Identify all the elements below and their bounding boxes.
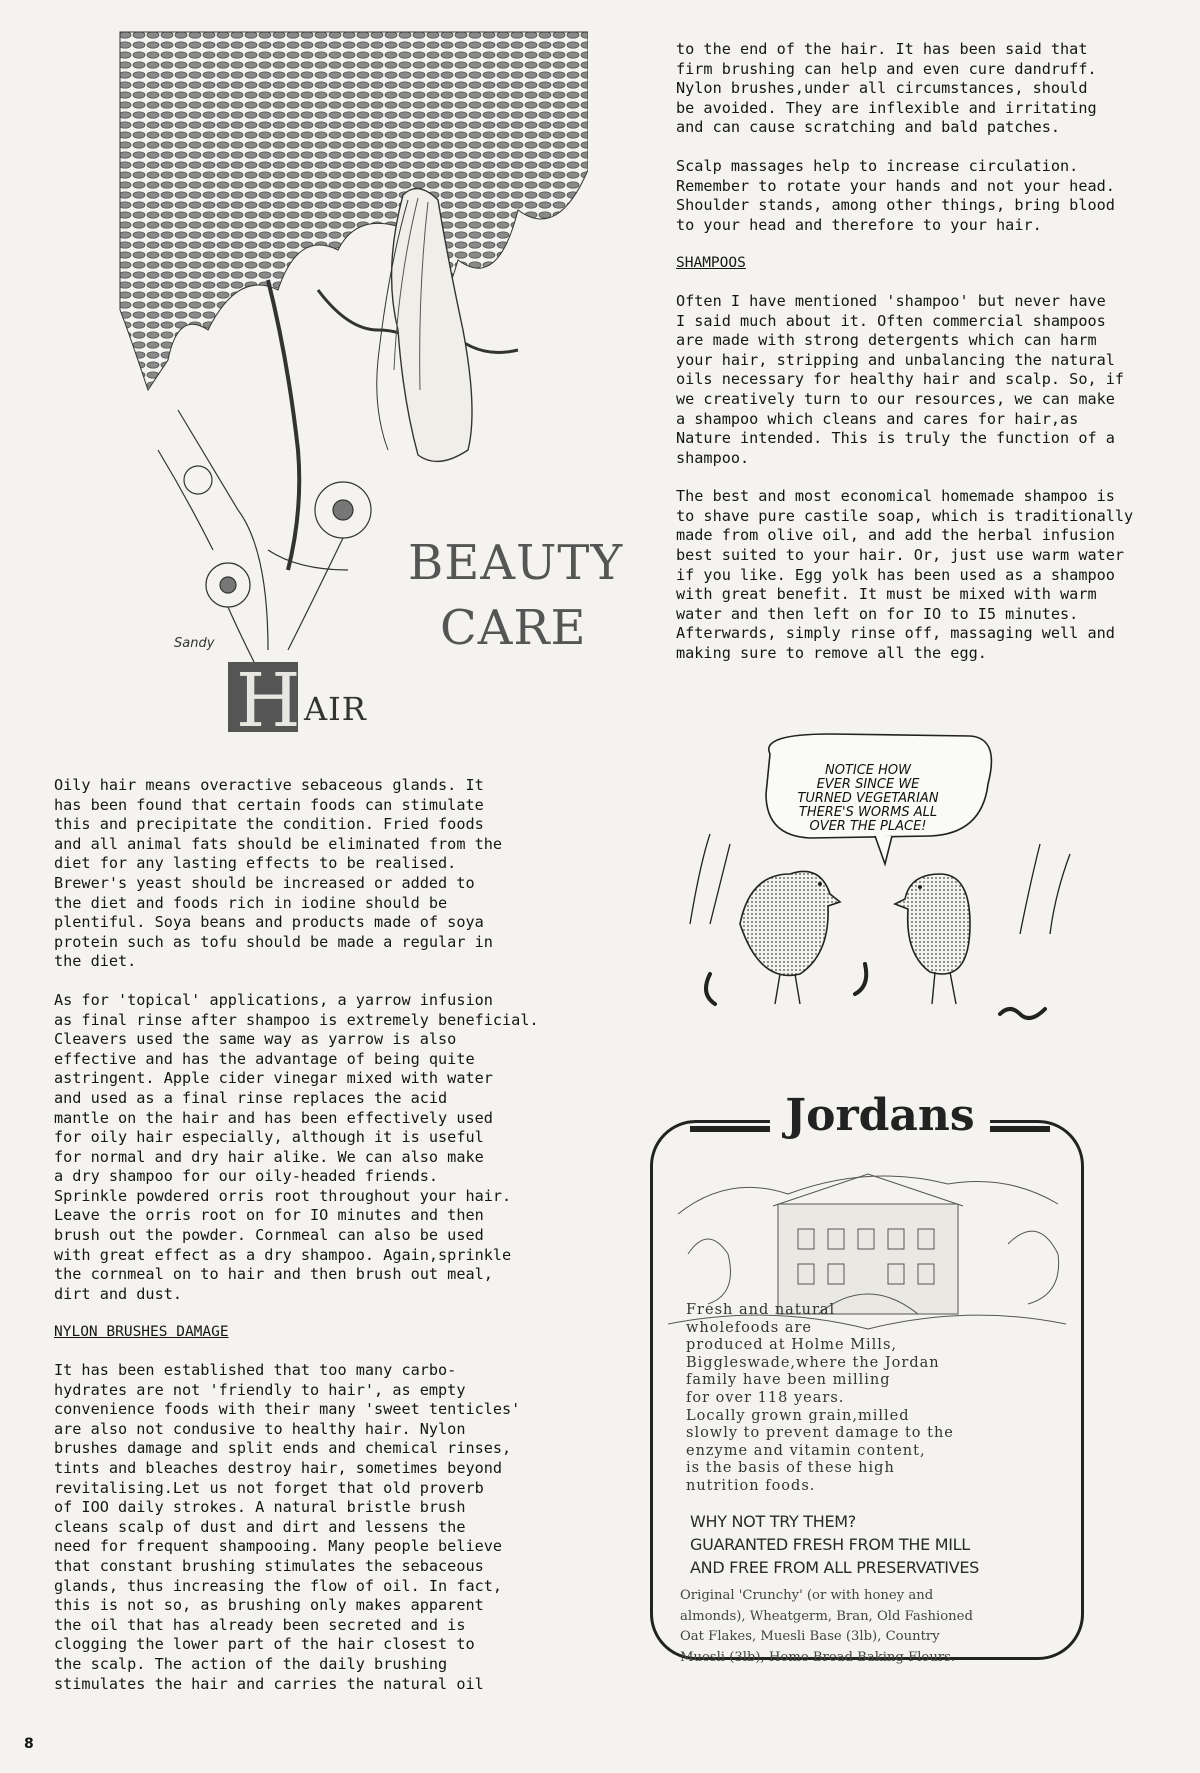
jordans-advertisement [650,1090,1090,1670]
ad-body-text: Fresh and natural wholefoods are produced at Holme Mills, Biggleswade,where the Jordan family have been milling for over 118 years. Locally grown grain,milled slowly to prevent damage to the enzyme and vitamin content, is the basis of these high nutrition foods. [686,1302,954,1494]
title-air: AIR [304,690,367,728]
right-column [676,40,1176,683]
left-column [54,776,574,1713]
topical-applications-paragraph: As for 'topical' applications, a yarrow infusion as final rinse after shampoo is extremely beneficial. Cleavers used the same way as yarrow is also effective and has the advantage of being quite astringent. Apple cider vinegar mixed with water and used as a final rinse replaces the acid mantle on the hair and has been effectively used for oily hair especially, although it is useful for normal and dry hair alike. We can also make a dry shampoo for our oily-headed friends. Sprinkle powdered orris root throughout your hair. Leave the orris root on for IO minutes and then brush out the powder. Cornmeal can also be used with great effect as a dry shampoo. Again,sprinkle the cornmeal on to hair and then brush out meal, dirt and dust. [54,990,539,1303]
page-number: 8 [24,1736,34,1752]
hair-illustration [118,30,624,744]
title-initial-h: H [236,658,301,744]
artist-signature: Sandy [174,636,215,651]
bird-cartoon [670,724,1090,1024]
jordans-logo: Jordans [770,1090,990,1141]
speech-bubble-text: NOTICE HOW EVER SINCE WE TURNED VEGETARIAN THERE'S WORMS ALL OVER THE PLACE! [797,763,939,834]
ad-products-list: Original 'Crunchy' (or with honey and almonds), Wheatgerm, Bran, Old Fashioned Oat Flakes, Muesli Base (3lb), Country Muesli (3lb), Home Bread Baking Flours. [680,1588,973,1665]
shampoos-heading: SHAMPOOS [676,255,746,272]
title-beauty: BEAUTY [408,535,624,591]
nylon-brushes-heading: NYLON BRUSHES DAMAGE [54,1324,229,1341]
ad-call-to-action: WHY NOT TRY THEM? GUARANTED FRESH FROM THE MILL AND FREE FROM ALL PRESERVATIVES [690,1512,980,1577]
oily-hair-paragraph: Oily hair means overactive sebaceous glands. It has been found that certain foods can stimulate this and precipitate the condition. Fried foods and all animal fats should be eliminated from the diet for any lasting effects to be realised. Brewer's yeast should be increased or added to the diet and foods rich in iodine should be plentiful. Soya beans and products made of soya protein such as tofu should be made a regular in the diet. [54,776,503,971]
title-care: CARE [440,600,587,656]
shampoo-paragraph: Often I have mentioned 'shampoo' but never have I said much about it. Often commercial shampoos are made with strong detergents which can harm your hair, stripping and unbalancing the natural oils necessary for healthy hair and scalp. So, if we creatively turn to our resources, we can make a shampoo which cleans and cares for hair,as Nature intended. This is truly the function of a shampoo. [676,291,1125,467]
scalp-massage-paragraph: Scalp massages help to increase circulation. Remember to rotate your hands and not your head. Shoulder stands, among other things, bring blood to your head and therefore to your hair. [676,156,1115,234]
brushing-paragraph: to the end of the hair. It has been said that firm brushing can help and even cure dandruff. Nylon brushes,under all circumstances, should be avoided. They are inflexible and irritating and can cause scratching and bald patches. [676,40,1097,137]
nylon-brushes-paragraph: It has been established that too many carbo- hydrates are not 'friendly to hair', as empty convenience foods with their many 'sweet tenticles' are also not condusive to healthy hair. Nylon brushes damage and split ends and chemical rinses, tints and bleaches destroy hair, sometimes beyond revitalising.Let us not forget that old proverb of IOO daily strokes. A natural bristle brush cleans scalp of dust and dirt and lessens the need for frequent shampooing. Many people believe that constant brushing stimulates the sebaceous glands, thus increasing the flow of oil. In fact, this is not so, as brushing only makes apparent the oil that has already been secreted and is clogging the lower part of the hair closest to the scalp. The action of the daily brushing stimulates the hair and carries the natural oil [54,1361,521,1693]
homemade-shampoo-paragraph: The best and most economical homemade shampoo is to shave pure castile soap, which is traditionally made from olive oil, and add the herbal infusion best suited to your hair. Or, just use warm water if you like. Egg yolk has been used as a shampoo with great benefit. It must be mixed with warm water and then left on for IO to I5 minutes. Afterwards, simply rinse off, massaging well and making sure to remove all the egg. [676,487,1134,663]
